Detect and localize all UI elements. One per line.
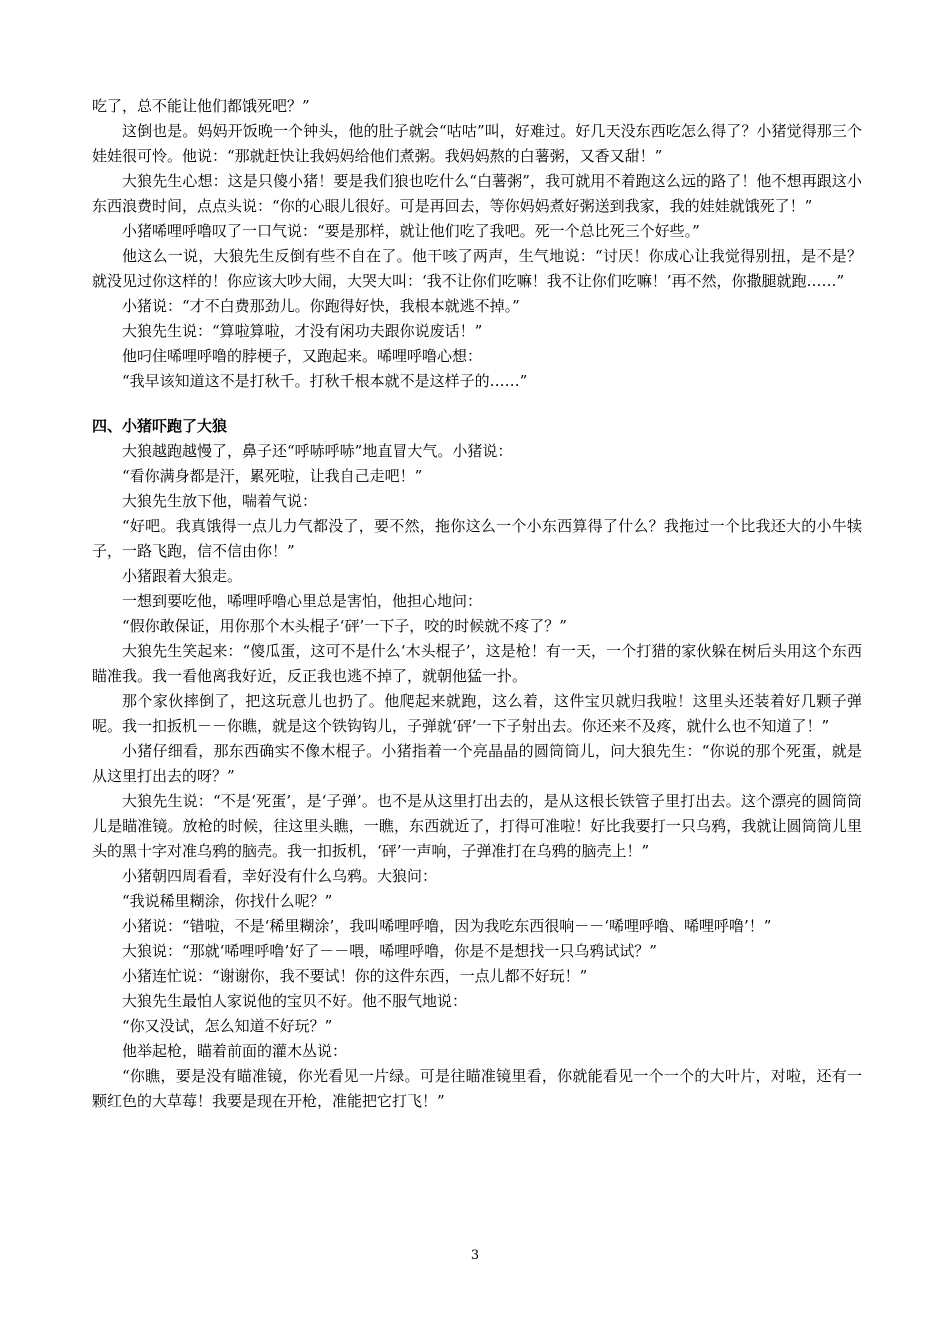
paragraph: 大狼先生放下他，喘着气说： bbox=[122, 492, 318, 510]
section-heading: 四、小猪吓跑了大狼 bbox=[92, 417, 228, 435]
paragraph: 大狼越跑越慢了，鼻子还“呼哧呼哧”地直冒大气。小猪说： bbox=[122, 442, 513, 460]
paragraph: 小猪连忙说：“谢谢你，我不要试！你的这件东西，一点儿都不好玩！” bbox=[122, 967, 588, 985]
paragraph: 大狼先生最怕人家说他的宝贝不好。他不服气地说： bbox=[122, 992, 468, 1010]
paragraph: 这倒也是。妈妈开饭晚一个钟头，他的肚子就会“咕咕”叫，好难过。好几天没东西吃怎么得了？小猪觉得那三个娃娃很可怜。他说：“那就赶快让我妈妈给他们煮粥。我妈妈熬的白薯粥，又香又甜！” bbox=[92, 122, 862, 165]
paragraph: “好吧。我真饿得一点儿力气都没了，要不然，拖你这么一个小东西算得了什么？我拖过一个比我还大的小牛犊子，一路飞跑，信不信由你！” bbox=[92, 517, 862, 560]
paragraph: 他这么一说，大狼先生反倒有些不自在了。他干咳了两声，生气地说：“讨厌！你成心让我觉得别扭，是不是？就没见过你这样的！你应该大吵大闹，大哭大叫：‘我不让你们吃嘛！我不让你们吃嘛！’再不然，你撒腿就跑……” bbox=[92, 247, 862, 290]
page-number: 3 bbox=[470, 1248, 480, 1263]
paragraph: 大狼先生说：“不是‘死蛋’，是‘子弹’。也不是从这里打出去的，是从这根长铁管子里打出去。这个漂亮的圆筒筒儿是瞄准镜。放枪的时候，往这里头瞧，一瞧，东西就近了，打得可准啦！好比我要打一只乌鸦，我就让圆筒筒儿里头的黑十字对准乌鸦的脑壳。我一扣扳机，‘砰’一声响，子弹准打在乌鸦的脑壳上！” bbox=[92, 792, 862, 860]
paragraph: 小猪跟着大狼走。 bbox=[122, 567, 243, 585]
paragraph: 小猪说：“才不白费那劲儿。你跑得好快，我根本就逃不掉。” bbox=[122, 297, 520, 315]
document-page-body bbox=[92, 94, 862, 1114]
paragraph: 一想到要吃他，唏哩呼噜心里总是害怕，他担心地问： bbox=[122, 592, 483, 610]
paragraph: 小猪说：“错啦，不是‘稀里糊涂’，我叫唏哩呼噜，因为我吃东西很响－－‘唏哩呼噜、唏哩呼噜’！” bbox=[122, 917, 772, 935]
paragraph: 小猪仔细看，那东西确实不像木棍子。小猪指着一个亮晶晶的圆筒筒儿，问大狼先生：“你说的那个死蛋，就是从这里打出去的呀？” bbox=[92, 742, 862, 785]
paragraph: 大狼先生说：“算啦算啦，才没有闲功夫跟你说废话！” bbox=[122, 322, 483, 340]
section-spacer bbox=[92, 394, 862, 414]
paragraph: “你瞧，要是没有瞄准镜，你光看见一片绿。可是往瞄准镜里看，你就能看见一个一个的大叶片，对啦，还有一颗红色的大草莓！我要是现在开枪，准能把它打飞！” bbox=[92, 1067, 862, 1110]
paragraph: 他举起枪，瞄着前面的灌木丛说： bbox=[122, 1042, 348, 1060]
paragraph: “看你满身都是汗，累死啦，让我自己走吧！” bbox=[122, 467, 423, 485]
paragraph: “你又没试，怎么知道不好玩？” bbox=[122, 1017, 333, 1035]
paragraph: 小猪唏哩呼噜叹了一口气说：“要是那样，就让他们吃了我吧。死一个总比死三个好些。” bbox=[122, 222, 700, 240]
paragraph: “我早该知道这不是打秋千。打秋千根本就不是这样子的……” bbox=[122, 372, 528, 390]
paragraph: “假你敢保证，用你那个木头棍子‘砰’一下子，咬的时候就不疼了？” bbox=[122, 617, 567, 635]
paragraph: 大狼说：“那就‘唏哩呼噜’好了－－喂，唏哩呼噜，你是不是想找一只乌鸦试试？” bbox=[122, 942, 657, 960]
paragraph: 那个家伙摔倒了，把这玩意儿也扔了。他爬起来就跑，这么着，这件宝贝就归我啦！这里头还装着好几颗子弹呢。我一扣扳机－－你瞧，就是这个铁钩钩儿，子弹就‘砰’一下子射出去。你还来不及疼，就什么也不知道了！” bbox=[92, 692, 862, 735]
paragraph: 他叼住唏哩呼噜的脖梗子，又跑起来。唏哩呼噜心想： bbox=[122, 347, 483, 365]
paragraph: 吃了，总不能让他们都饿死吧？” bbox=[92, 97, 310, 115]
paragraph: “我说稀里糊涂，你找什么呢？” bbox=[122, 892, 333, 910]
paragraph: 大狼先生笑起来：“傻瓜蛋，这可不是什么‘木头棍子’，这是枪！有一天，一个打猎的家伙躲在树后头用这个东西瞄准我。我一看他离我好近，反正我也逃不掉了，就朝他猛一扑。 bbox=[92, 642, 862, 685]
paragraph: 大狼先生心想：这是只傻小猪！要是我们狼也吃什么“白薯粥”，我可就用不着跑这么远的路了！他不想再跟这小东西浪费时间，点点头说：“你的心眼儿很好。可是再回去，等你妈妈煮好粥送到我家，我的娃娃就饿死了！” bbox=[92, 172, 862, 215]
paragraph: 小猪朝四周看看，幸好没有什么乌鸦。大狼问： bbox=[122, 867, 438, 885]
